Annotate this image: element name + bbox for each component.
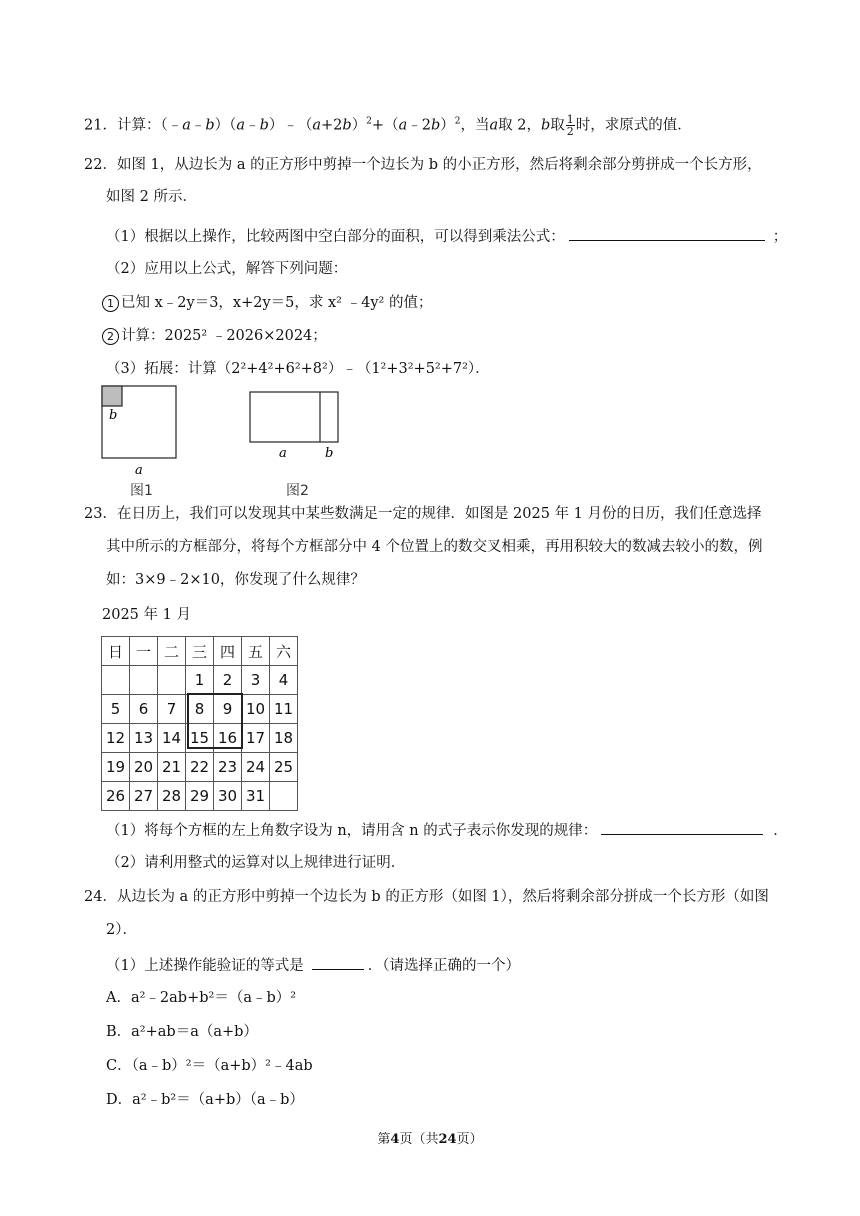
question-22-line2: 如图 2 所示．: [106, 189, 197, 205]
question-23-line3: 如：3×9﹣2×10，你发现了什么规律？: [106, 572, 365, 588]
calendar-day: 7: [158, 695, 186, 724]
calendar-day: [270, 782, 298, 811]
footer-text: 页（共: [399, 1132, 439, 1147]
calendar-highlight-box: [187, 693, 243, 749]
footer-text: 页）: [456, 1132, 483, 1147]
q22-part1-text: （1）根据以上操作，比较两图中空白部分的面积，可以得到乘法公式：: [106, 229, 565, 245]
question-22-part3: （3）拓展：计算（2²+4²+6²+8²）﹣（1²+3²+5²+7²）．: [106, 361, 490, 377]
question-22-part2: （2）应用以上公式，解答下列问题：: [106, 261, 348, 277]
calendar-day: 23: [214, 753, 242, 782]
q21-text: 取 2，: [498, 117, 541, 134]
fig2-label-b: b: [325, 446, 334, 461]
q21-text: 时，求原式的值．: [575, 117, 692, 134]
question-22-item1: [102, 292, 432, 314]
question-number: 24．: [84, 889, 117, 905]
calendar-day: 17: [242, 724, 270, 753]
option-a[interactable]: A．a²﹣2ab+b²＝（a﹣b）²: [106, 990, 297, 1006]
calendar-day: 14: [158, 724, 186, 753]
calendar-weekday: 四: [214, 637, 242, 666]
fig2-caption: 图2: [286, 483, 309, 499]
q23-part1-text: （1）将每个方框的左上角数字设为 n，请用含 n 的式子表示你发现的规律：: [106, 823, 598, 839]
fig1-caption: 图1: [130, 483, 153, 499]
calendar-weekday: 六: [270, 637, 298, 666]
calendar-day: 12: [102, 724, 130, 753]
q21-text: ）: [351, 117, 367, 134]
calendar-title: 2025 年 1 月: [102, 607, 191, 623]
fig1-label-b: b: [109, 408, 118, 423]
fraction-denominator: 2: [566, 125, 574, 138]
calendar-day: [102, 666, 130, 695]
q24-text: 从边长为 a 的正方形中剪掉一个边长为 b 的正方形（如图 1），然后将剩余部分拼成一个长方形（如图: [116, 889, 769, 905]
calendar-weekday: 二: [158, 637, 186, 666]
calendar-day: 25: [270, 753, 298, 782]
q21-text: 计算：（﹣: [116, 117, 183, 134]
total-pages: 24: [438, 1132, 457, 1147]
question-24-line1: [84, 886, 769, 908]
calendar-day: 29: [186, 782, 214, 811]
calendar-day: 19: [102, 753, 130, 782]
calendar-week-row: [102, 666, 298, 695]
calendar-day: 10: [242, 695, 270, 724]
calendar-day: [130, 666, 158, 695]
option-c[interactable]: C．（a﹣b）²＝（a+b）²﹣4ab: [106, 1058, 313, 1074]
fig1-label-a: a: [135, 463, 143, 478]
figure-1: [102, 386, 176, 499]
calendar-week-row: [102, 753, 298, 782]
fraction-numerator: 1: [566, 113, 574, 126]
calendar-day: [158, 666, 186, 695]
calendar-weekday: 五: [242, 637, 270, 666]
question-number: 22．: [84, 157, 117, 173]
fig2-label-a: a: [279, 446, 287, 461]
question-23-line1: [84, 503, 762, 525]
answer-blank[interactable]: [569, 224, 765, 241]
page-number: 4: [390, 1132, 400, 1147]
question-21: 21．计算：$(﹣a﹣b)(a﹣b)﹣(a+2b)^2+(a﹣2b)^2$，当a取 2，b取 $\frac{1}{2}$ 时，求原式的值．: [84, 113, 692, 138]
figure-2: [250, 392, 338, 499]
calendar-weekday: 三: [186, 637, 214, 666]
rectangle: [250, 392, 338, 442]
calendar-day: 31: [242, 782, 270, 811]
question-22-line1: [84, 154, 762, 176]
question-number: 21．: [84, 117, 117, 134]
calendar-day: 16: [214, 724, 242, 753]
calendar-day: 4: [270, 666, 298, 695]
question-22-item2: [102, 325, 327, 347]
calendar-day: 6: [130, 695, 158, 724]
q21-text: +（: [371, 117, 399, 134]
calendar-day: 13: [130, 724, 158, 753]
calendar-day: 8: [186, 695, 214, 724]
q22-text: 如图 1，从边长为 a 的正方形中剪掉一个边长为 b 的小正方形，然后将剩余部分剪拼成一个长方形，: [116, 157, 762, 173]
calendar-weekday: 日: [102, 637, 130, 666]
q21-text: ，当: [460, 117, 490, 134]
circled-number: 2: [102, 328, 119, 345]
q24-part1-end: ．（请选择正确的一个）: [367, 958, 520, 974]
calendar-day: 27: [130, 782, 158, 811]
calendar-day: 21: [158, 753, 186, 782]
q22-item2-text: 计算：2025² ﹣2026×2024；: [121, 328, 327, 344]
q23-part1-end: ．: [773, 823, 788, 839]
calendar-day: 22: [186, 753, 214, 782]
calendar-day: 28: [158, 782, 186, 811]
question-23-part2: （2）请利用整式的运算对以上规律进行证明．: [106, 855, 406, 871]
calendar-day: 15: [186, 724, 214, 753]
question-22-part1: [106, 224, 787, 248]
calendar-day: 18: [270, 724, 298, 753]
calendar-day: 11: [270, 695, 298, 724]
calendar-day: 1: [186, 666, 214, 695]
answer-blank[interactable]: [312, 953, 364, 970]
q23-text: 在日历上，我们可以发现其中某些数满足一定的规律．如图是 2025 年 1 月份的日历，我们任意选择: [116, 506, 762, 522]
q24-part1-text: （1）上述操作能验证的等式是: [106, 958, 304, 974]
question-24-part1: [106, 953, 520, 977]
calendar-header-row: [102, 637, 298, 666]
q21-text: ）: [440, 117, 455, 134]
calendar-day: 26: [102, 782, 130, 811]
small-square: [102, 386, 122, 406]
calendar-day: 5: [102, 695, 130, 724]
calendar-weekday: 一: [130, 637, 158, 666]
calendar-day: 3: [242, 666, 270, 695]
q21-text: ）﹣（: [268, 117, 313, 134]
circled-number: 1: [102, 295, 119, 312]
question-23-part1: [106, 818, 788, 842]
calendar-day: 30: [214, 782, 242, 811]
q21-text: ）（: [214, 117, 237, 134]
question-23-line2: 其中所示的方框部分，将每个方框部分中 4 个位置上的数交叉相乘，再用积较大的数减去较小的数，例: [106, 539, 763, 555]
option-d[interactable]: D．a²﹣b²＝（a+b）（a﹣b）: [106, 1092, 304, 1108]
answer-blank[interactable]: [601, 818, 763, 835]
option-b[interactable]: B．a²+ab＝a（a+b）: [106, 1024, 258, 1040]
question-24-line2: 2）．: [106, 922, 137, 938]
calendar-day: 24: [242, 753, 270, 782]
page-footer: [0, 1128, 860, 1147]
q22-item1-text: 已知 x﹣2y＝3，x+2y＝5，求 x² ﹣4y² 的值；: [121, 295, 433, 311]
calendar-week-row: [102, 782, 298, 811]
calendar-day: 9: [214, 695, 242, 724]
calendar-day: 2: [214, 666, 242, 695]
calendar-day: 20: [130, 753, 158, 782]
footer-text: 第: [377, 1132, 391, 1147]
q21-text: 取: [550, 117, 565, 134]
q22-figures: [96, 382, 356, 502]
fraction-one-half: [566, 114, 575, 137]
q22-part1-end: ；: [772, 229, 788, 245]
question-number: 23．: [84, 506, 117, 522]
